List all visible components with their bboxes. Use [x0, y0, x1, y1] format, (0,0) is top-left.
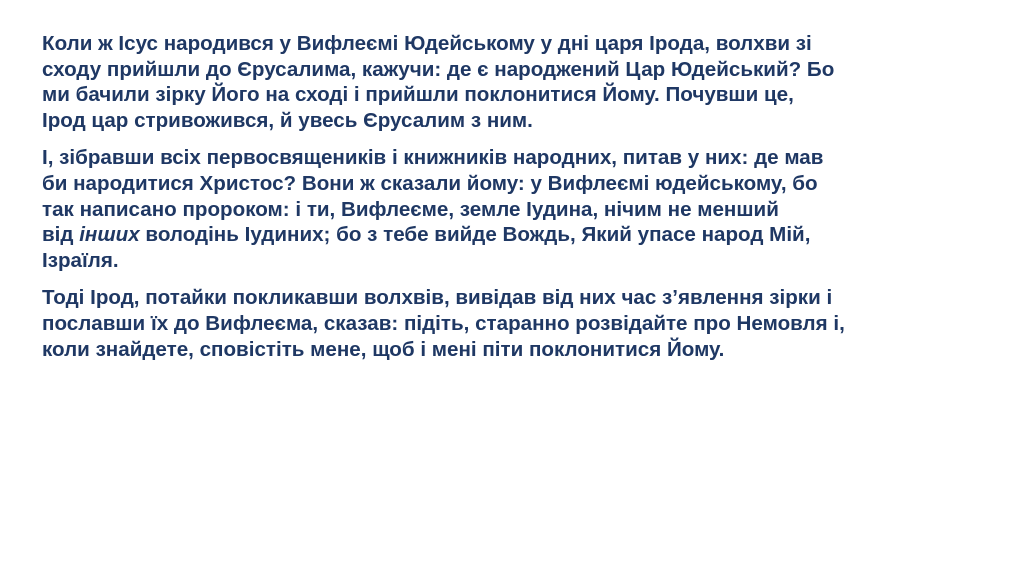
text-line: Ізраїля. [42, 248, 119, 272]
text-line: би народитися Христос? Вони ж сказали йому: у Вифлеємі юдейському, бо [42, 171, 818, 195]
text-line: сходу прийшли до Єрусалима, кажучи: де є народжений Цар Юдейський? Бо [42, 57, 835, 81]
text-line: коли знайдете, сповістіть мене, щоб і мені піти поклонитися Йому. [42, 337, 725, 361]
text-line: пославши їх до Вифлеєма, сказав: підіть, старанно розвідайте про Немовля і, [42, 311, 845, 335]
text-line: Тоді Ірод, потайки покликавши волхвів, вивідав від них час з’явлення зірки і [42, 286, 833, 310]
text-line: І, зібравши всіх первосвящеників і книжників народних, питав у них: де мав [42, 146, 824, 170]
text-line [42, 222, 1002, 248]
text-segment: володінь Іудиних; бо з тебе вийде Вождь, Який упасе народ Мій, [139, 223, 811, 247]
paragraph-2 [42, 145, 1002, 273]
text-line: так написано пророком: і ти, Вифлеєме, земле Іудина, нічим не менший [42, 197, 779, 221]
text-body [42, 31, 1002, 374]
text-line: Ірод цар стривожився, й увесь Єрусалим з ним. [42, 108, 533, 132]
paragraph-3 [42, 285, 1002, 362]
paragraph-1 [42, 31, 1002, 133]
text-line: Коли ж Ісус народився у Вифлеємі Юдейському у дні царя Ірода, волхви зі [42, 32, 812, 55]
text-line: ми бачили зірку Його на сході і прийшли поклонитися Йому. Почувши це, [42, 83, 794, 107]
text-segment: від [42, 223, 80, 247]
italic-word: інших [79, 223, 140, 247]
